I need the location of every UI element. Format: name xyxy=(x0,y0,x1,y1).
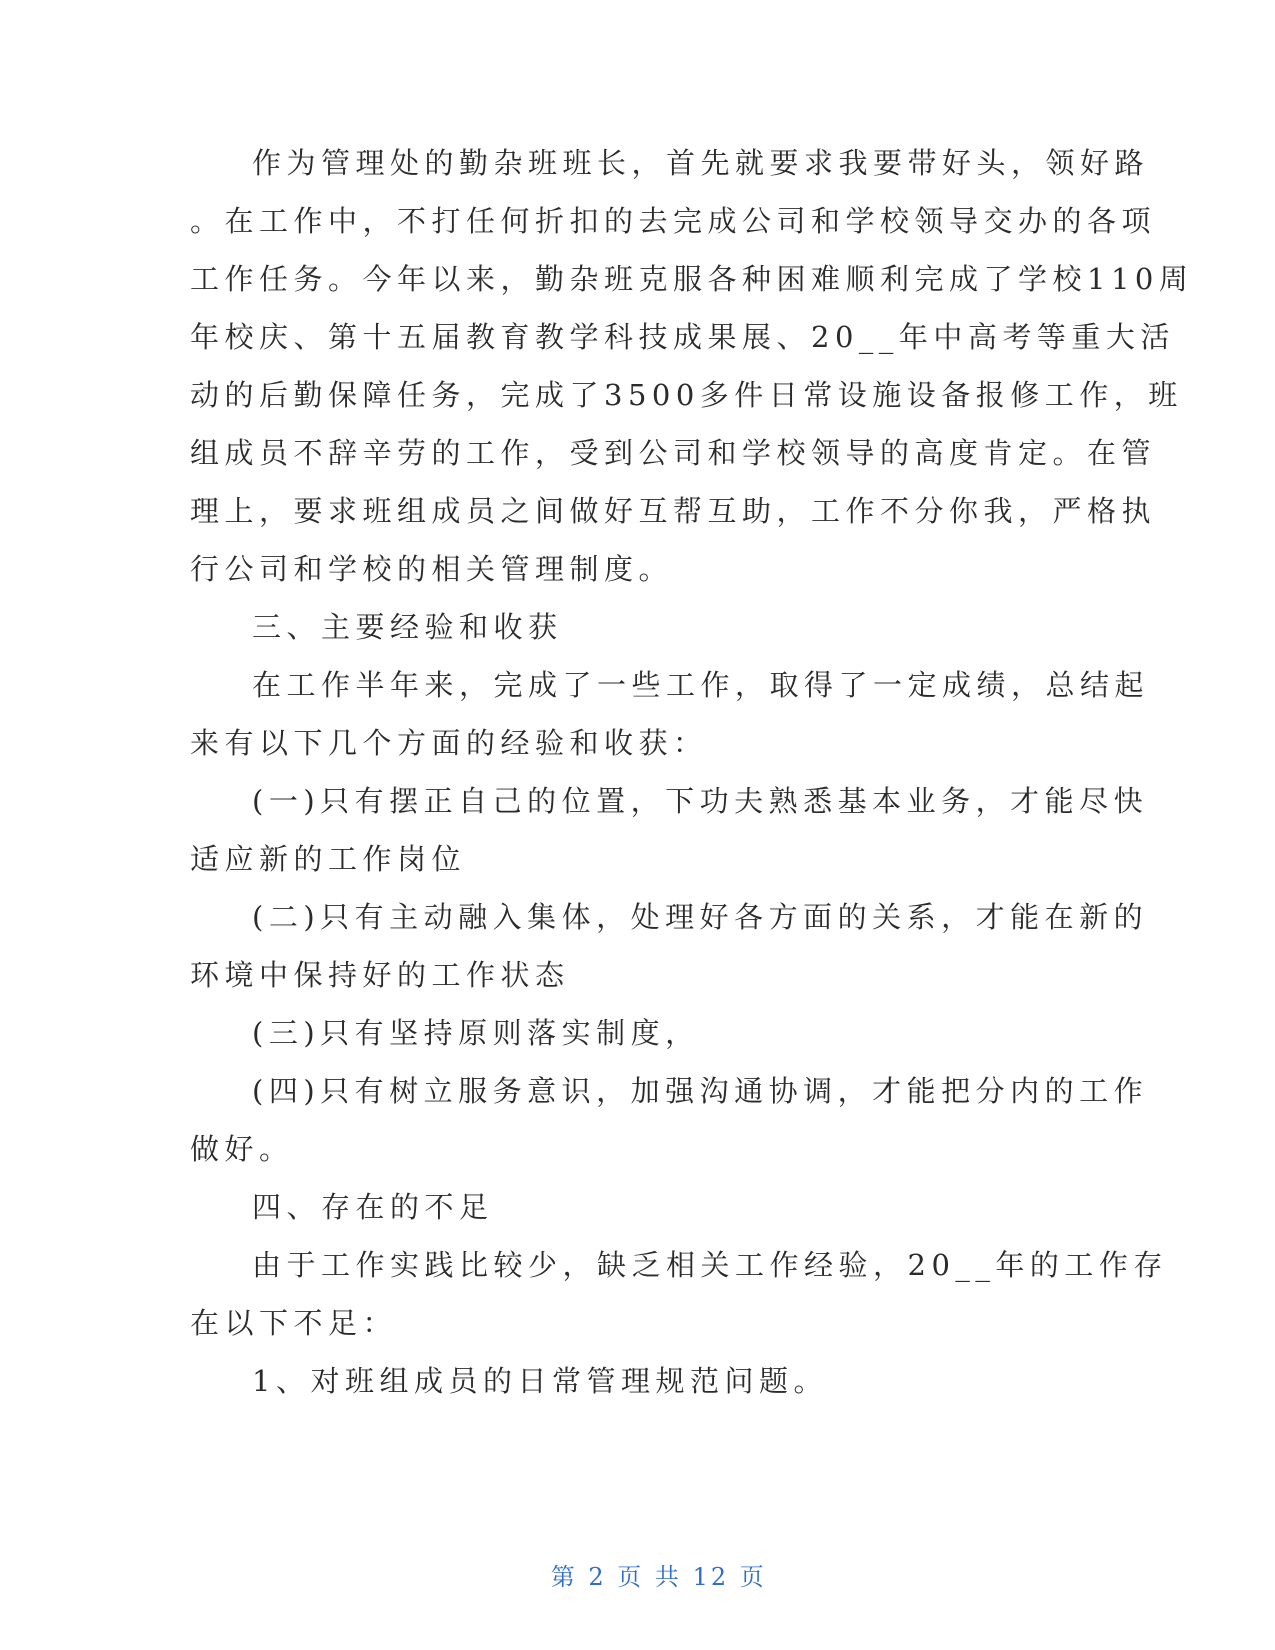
paragraph-line: 理上，要求班组成员之间做好互帮互助，工作不分你我，严格执 xyxy=(190,494,1157,528)
paragraph-line: 动的后勤保障任务，完成了3500多件日常设施设备报修工作，班 xyxy=(190,378,1183,412)
paragraph-line: 年校庆、第十五届教育教学科技成果展、20__年中高考等重大活 xyxy=(190,320,1175,354)
section-heading: 四、存在的不足 xyxy=(252,1190,494,1224)
list-item-continuation: 做好。 xyxy=(190,1132,294,1166)
paragraph-line: 在以下不足： xyxy=(190,1306,398,1340)
paragraph-line: 在工作半年来，完成了一些工作，取得了一定成绩，总结起 xyxy=(252,668,1150,702)
paragraph-line: 来有以下几个方面的经验和收获： xyxy=(190,726,708,760)
page-number: 第 2 页 共 12 页 xyxy=(550,1563,767,1591)
paragraph-line: 工作任务。今年以来，勤杂班克服各种困难顺利完成了学校110周 xyxy=(190,262,1194,296)
list-item-continuation: 适应新的工作岗位 xyxy=(190,842,467,876)
list-item: (一)只有摆正自己的位置，下功夫熟悉基本业务，才能尽快 xyxy=(252,784,1149,818)
page-footer xyxy=(0,1532,1275,1622)
paragraph-line: 行公司和学校的相关管理制度。 xyxy=(190,552,674,586)
list-item-continuation: 环境中保持好的工作状态 xyxy=(190,958,570,992)
section-heading: 三、主要经验和收获 xyxy=(252,610,563,644)
list-item: 1、对班组成员的日常管理规范问题。 xyxy=(252,1364,828,1398)
list-item: (三)只有坚持原则落实制度， xyxy=(252,1016,700,1050)
paragraph-line: 由于工作实践比较少，缺乏相关工作经验，20__年的工作存 xyxy=(252,1248,1168,1282)
list-item: (四)只有树立服务意识，加强沟通协调，才能把分内的工作 xyxy=(252,1074,1149,1108)
paragraph-line: 组成员不辞辛劳的工作，受到公司和学校领导的高度肯定。在管 xyxy=(190,436,1157,470)
list-item: (二)只有主动融入集体，处理好各方面的关系，才能在新的 xyxy=(252,900,1149,934)
paragraph-line: 作为管理处的勤杂班班长，首先就要求我要带好头，领好路 xyxy=(252,146,1150,180)
paragraph-line: 。在工作中，不打任何折扣的去完成公司和学校领导交办的各项 xyxy=(190,204,1157,238)
